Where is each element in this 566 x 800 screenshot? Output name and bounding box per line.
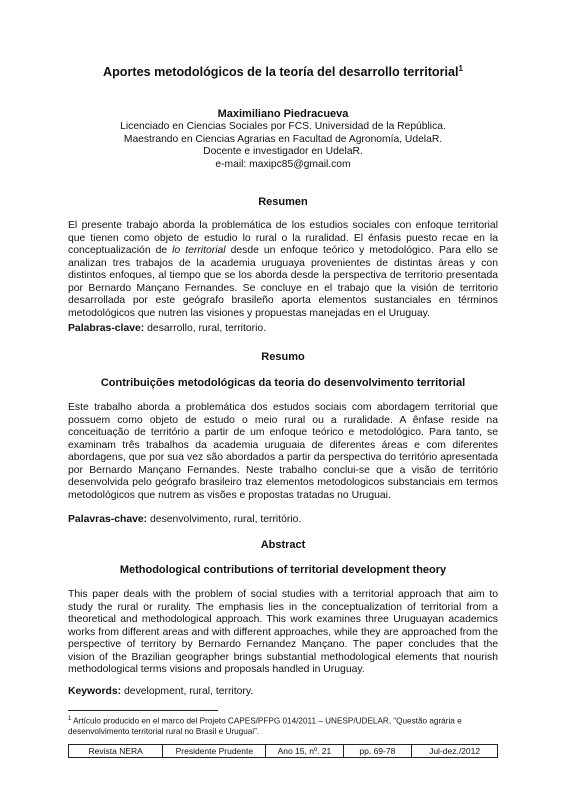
footnote-text: Artículo producido en el marco del Projeto CAPES/PFPG 014/2011 – UNESP/UDELAR, “Questão agrária e desenvolvimento territorial rural no Brasil e Uruguai”. (68, 716, 462, 737)
abstract-keywords (68, 686, 498, 697)
title-text: Aportes metodológicos de la teoría del desarrollo territorial (103, 65, 459, 80)
resumen-body-italic: lo territorial (172, 245, 226, 256)
resumen-body-part-2: desde un enfoque teórico y metodológico. Para ello se analizan tres trabajos de la academia uruguaya provenientes de distintas áreas y con distintos enfoques, al tiempo que se los aborda desde la perspectiva de territorio presentada por Bernardo Mançano Fernandes. Se concluye en el trabajo que la visión de territorio desarrollada por este geógrafo brasileño aporta elementos sustanciales en términos metodológicos que nutren las visiones y propuestas manejadas en el Uruguay. (68, 245, 498, 319)
resumo-keywords-text: desenvolvimento, rural, território. (147, 514, 302, 525)
footer-city: Presidente Prudente (163, 745, 266, 758)
footer-date: Jul-dez./2012 (412, 745, 498, 758)
author-affiliation-3: Docente e investigador en UdelaR. (203, 146, 363, 158)
resumo-subtitle: Contribuições metodológicas da teoria do desenvolvimento territorial (100, 377, 466, 389)
abstract-body: This paper deals with the problem of social studies with a territorial approach that aim to study the rural or rurality. The emphasis lies in the conceptualization of territorial from a theoretical and methodological approach. This work examines three Uruguayan academics works from different areas and with different approaches, while they are approached from the perspective of territory by Bernardo Fernandez Mançano. The paper concludes that the vision of the Brazilian geographer brings substantial methodological elements that nourish methodological terms visions and proposals handled in Uruguay. (68, 589, 498, 675)
title-footnote-mark: 1 (458, 64, 463, 73)
resumo-body: Este trabalho aborda a problemática dos estudos sociais com abordagem territorial que possuem como objeto de estudo o meio rural ou a ruralidade. A ênfase reside na conceituação de território a partir de um enfoque teórico e metodológico. Para tanto, se examinam três trabalhos da academia uruguaia de diferentes áreas e com diferentes abordagens, que por sua vez são abordados a partir da perspectiva do território apresentada por Bernardo Mançano Fernandes. Neste trabalho conclui-se que a visão de território desenvolvida pelo geógrafo brasileiro traz elementos metodologicos substanciais em termos metodológicos que nutrem as visões e propostas tratadas no Uruguai. (68, 402, 498, 501)
author-name: Maximiliano Piedracueva (217, 108, 349, 120)
footer-journal: Revista NERA (69, 745, 163, 758)
footer-pages: pp. 69-78 (343, 745, 412, 758)
abstract-keywords-text: development, rural, territory. (121, 686, 254, 697)
footnote-mark: 1 (68, 716, 72, 722)
resumo-keywords (68, 514, 498, 525)
resumen-body-part-1: El presente trabajo aborda la problemática de los estudios sociales con enfoque territorial que tienen como objeto de estudio lo rural o la ruralidad. El énfasis puesto recae en la conceptualización de (68, 220, 498, 256)
resumo-keywords-label: Palavras-chave: (68, 514, 148, 525)
resumen-keywords-text: desarrollo, rural, territorio. (144, 323, 267, 334)
resumen-keywords (68, 323, 498, 334)
abstract-heading: Abstract (260, 539, 306, 551)
resumen-heading: Resumen (258, 196, 308, 208)
footer-issue: Ano 15, nº. 21 (266, 745, 343, 758)
resumen-body (68, 220, 498, 320)
journal-footer-table (68, 744, 498, 758)
journal-footer-row (69, 745, 498, 758)
resumo-heading: Resumo (261, 351, 305, 363)
article-title (60, 64, 506, 79)
abstract-subtitle: Methodological contributions of territorial development theory (119, 564, 447, 576)
author-affiliation-1: Licenciado en Ciencias Sociales por FCS. Universidad de la República. (120, 120, 446, 132)
footnote (68, 714, 498, 738)
author-block (60, 108, 506, 172)
abstract-keywords-label: Keywords: (68, 686, 122, 697)
author-affiliation-2: Maestrando en Ciencias Agrarias en Facultad de Agronomía, UdelaR. (123, 133, 443, 145)
footnote-divider (68, 710, 218, 711)
author-email: e-mail: maxipc85@gmail.com (215, 159, 351, 171)
resumen-keywords-label: Palabras-clave: (68, 323, 145, 334)
